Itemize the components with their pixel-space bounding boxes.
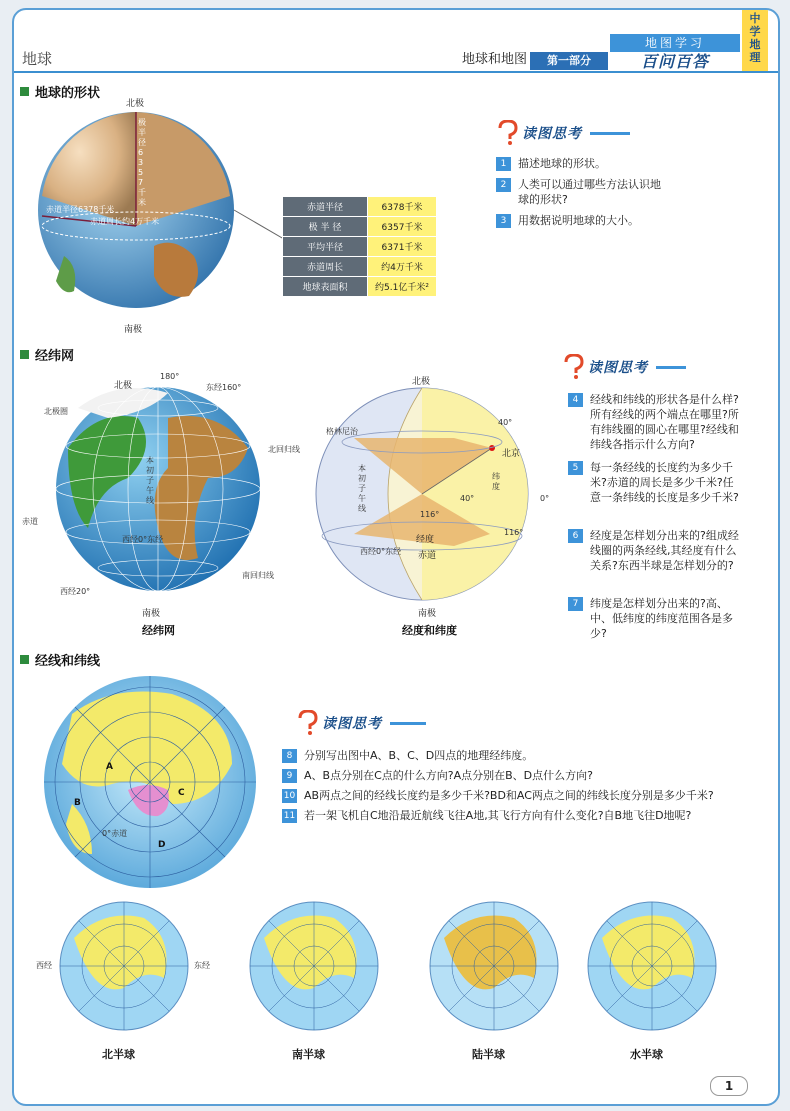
question-item — [282, 748, 752, 763]
label-equator: 赤道 — [22, 517, 38, 526]
map-point-c: C — [178, 788, 185, 798]
label-equator-radius: 赤道半径6378千米 — [46, 205, 115, 214]
question-mark-icon — [296, 710, 318, 736]
table-pointer-line — [234, 210, 284, 246]
table-key: 极 半 径 — [283, 217, 368, 237]
label-tropic-capricorn: 南回归线 — [242, 571, 274, 580]
think-header-2 — [562, 354, 686, 380]
hemisphere-left-label: 西经 — [36, 961, 52, 970]
caption-graticule: 经纬网 — [142, 624, 175, 637]
label-west-20: 西经20° — [60, 587, 91, 596]
think-header-1 — [496, 120, 630, 146]
question-item — [282, 768, 752, 783]
label-north-pole: 北极 — [412, 377, 431, 387]
question-text: 经线和纬线的形状各是什么样?所有经线的两个端点在哪里?所有纬线圈的圆心在哪里?经线和纬线各指示什么方向? — [590, 393, 739, 451]
hemisphere-globe — [424, 898, 564, 1036]
think-header-3 — [296, 710, 426, 736]
label-polar-radius: 极半径6357千米 — [138, 118, 146, 207]
question-item — [568, 528, 740, 573]
graticule-globe — [48, 378, 268, 600]
question-text: 用数据说明地球的大小。 — [518, 214, 639, 227]
table-value: 6371千米 — [368, 237, 437, 257]
hemisphere-caption: 水半球 — [630, 1048, 663, 1061]
label-116-angle: 116° — [420, 510, 440, 519]
label-equator-circumference: 赤道周长约4万千米 — [90, 217, 160, 226]
question-number: 10 — [283, 791, 296, 801]
label-prime-meridian: 本初子午线 — [358, 464, 366, 513]
label-south-pole: 南极 — [142, 609, 161, 619]
label-equator: 0°赤道 — [102, 829, 128, 838]
label-40-north: 40° — [498, 418, 513, 427]
label-40-angle: 40° — [460, 494, 475, 503]
hemisphere-right-label: 东经 — [194, 961, 210, 970]
map-point-b: B — [74, 798, 81, 808]
vertical-tag — [742, 10, 768, 72]
part-badge: 第一部分 — [530, 52, 608, 70]
think-bar-1 — [590, 132, 630, 135]
table-value: 约4万千米 — [368, 257, 437, 277]
table-row — [283, 237, 437, 257]
header-rule — [14, 71, 778, 73]
question-number: 4 — [568, 393, 583, 407]
section-lines-title — [20, 650, 100, 669]
table-row — [283, 217, 437, 237]
question-number: 9 — [282, 769, 297, 783]
section-earth-shape-title — [20, 82, 100, 101]
table-row — [283, 197, 437, 217]
question-item — [496, 177, 664, 207]
page — [12, 8, 780, 1106]
question-number: 11 — [283, 811, 296, 821]
question-item — [496, 213, 664, 228]
question-number: 2 — [496, 178, 511, 192]
page-number: 1 — [710, 1076, 748, 1096]
question-item — [568, 392, 740, 452]
label-prime-meridian: 本初子午线 — [146, 456, 154, 505]
label-equator: 赤道 — [418, 551, 437, 561]
section-lines-label: 经线和纬线 — [35, 654, 101, 669]
table-key: 平均半径 — [283, 237, 368, 257]
question-item — [496, 156, 664, 171]
label-lon-180: 180° — [160, 372, 180, 381]
question-number: 3 — [496, 214, 511, 228]
section-graticule-title — [20, 345, 74, 364]
label-origin: 西经0°东经 — [360, 547, 402, 556]
question-text: 分别写出图中A、B、C、D四点的地理经纬度。 — [304, 749, 534, 762]
think-bar-2 — [656, 366, 686, 369]
section-title: 地球和地图 — [462, 52, 528, 67]
polar-view-map — [32, 674, 268, 892]
chapter-title: 地球 — [22, 50, 53, 68]
section-marker-icon — [20, 350, 29, 359]
question-text: 纬度是怎样划分出来的?高、中、低纬度的纬度范围各是多少? — [590, 597, 733, 640]
question-item — [568, 596, 740, 641]
hemisphere-globe — [244, 898, 384, 1036]
table-key: 赤道半径 — [283, 197, 368, 217]
label-arctic-circle: 北极圈 — [44, 407, 68, 416]
brand-logo: 百问百答 — [640, 52, 709, 71]
think-title-3: 读图思考 — [322, 716, 382, 732]
map-point-a: A — [106, 762, 113, 772]
table-key: 赤道周长 — [283, 257, 368, 277]
vertical-tag-text: 中学地理 — [749, 12, 761, 64]
section-earth-shape-label: 地球的形状 — [35, 86, 101, 101]
section-marker-icon — [20, 655, 29, 664]
label-north-pole: 北极 — [114, 381, 133, 391]
earth-size-table — [282, 196, 437, 297]
label-longitude: 经度 — [416, 535, 435, 545]
label-south-pole: 南极 — [124, 325, 143, 335]
section-marker-icon — [20, 87, 29, 96]
think-bar-3 — [390, 722, 426, 725]
caption-longitude-latitude: 经度和纬度 — [402, 624, 457, 637]
label-north-pole: 北极 — [126, 99, 145, 109]
label-tropic-cancer: 北回归线 — [268, 445, 300, 454]
question-text: 若一架飞机自C地沿最近航线飞往A地,其飞行方向有什么变化?自B地飞往D地呢? — [304, 809, 692, 822]
question-text: 每一条经线的长度约为多少千米?赤道的周长是多少千米?任意一条纬线的长度是多少千米? — [590, 461, 739, 504]
hemisphere-caption: 陆半球 — [472, 1048, 505, 1061]
label-beijing: 北京 — [502, 449, 521, 459]
map-graticule — [44, 676, 256, 888]
question-number: 6 — [568, 529, 583, 543]
question-number: 5 — [568, 461, 583, 475]
hemisphere-globe — [54, 898, 194, 1036]
table-key: 地球表面积 — [283, 277, 368, 297]
table-value: 约5.1亿千米² — [368, 277, 437, 297]
think-title-2: 读图思考 — [588, 360, 648, 376]
question-text: 经度是怎样划分出来的?组成经线圈的两条经线,其经度有什么关系?东西半球是怎样划分的? — [590, 529, 739, 572]
label-south-pole: 南极 — [418, 609, 437, 619]
table-row — [283, 277, 437, 297]
label-116-deg: 116° — [504, 528, 524, 537]
hemisphere-globe — [582, 898, 722, 1036]
label-east-160: 东经160° — [206, 383, 242, 392]
think-title-1: 读图思考 — [522, 126, 582, 142]
section-graticule-label: 经纬网 — [35, 349, 75, 364]
question-text: 人类可以通过哪些方法认识地球的形状? — [518, 178, 661, 206]
question-text: AB两点之间的经线长度约是多少千米?BD和AC两点之间的纬线长度分别是多少千米? — [304, 789, 714, 802]
question-number: 1 — [496, 157, 511, 171]
table-value: 6357千米 — [368, 217, 437, 237]
table-row — [283, 257, 437, 277]
label-origin: 西经0°东经 — [122, 535, 164, 544]
hemisphere-caption: 北半球 — [102, 1048, 135, 1061]
table-value: 6378千米 — [368, 197, 437, 217]
question-item — [568, 460, 740, 505]
hemisphere-caption: 南半球 — [292, 1048, 325, 1061]
question-item — [282, 788, 752, 803]
question-number: 8 — [282, 749, 297, 763]
map-point-d: D — [158, 840, 166, 850]
question-text: 描述地球的形状。 — [518, 157, 606, 170]
question-mark-icon — [562, 354, 584, 380]
label-greenwich: 格林尼治 — [326, 427, 358, 436]
question-number: 7 — [568, 597, 583, 611]
question-mark-icon — [496, 120, 518, 146]
question-text: A、B点分别在C点的什么方向?A点分别在B、D点什么方向? — [304, 769, 593, 782]
page-header — [14, 10, 778, 72]
question-item — [282, 808, 752, 823]
series-tab: 地图学习 — [610, 34, 740, 52]
label-latitude: 纬度 — [492, 472, 500, 491]
label-0-deg: 0° — [540, 494, 550, 503]
